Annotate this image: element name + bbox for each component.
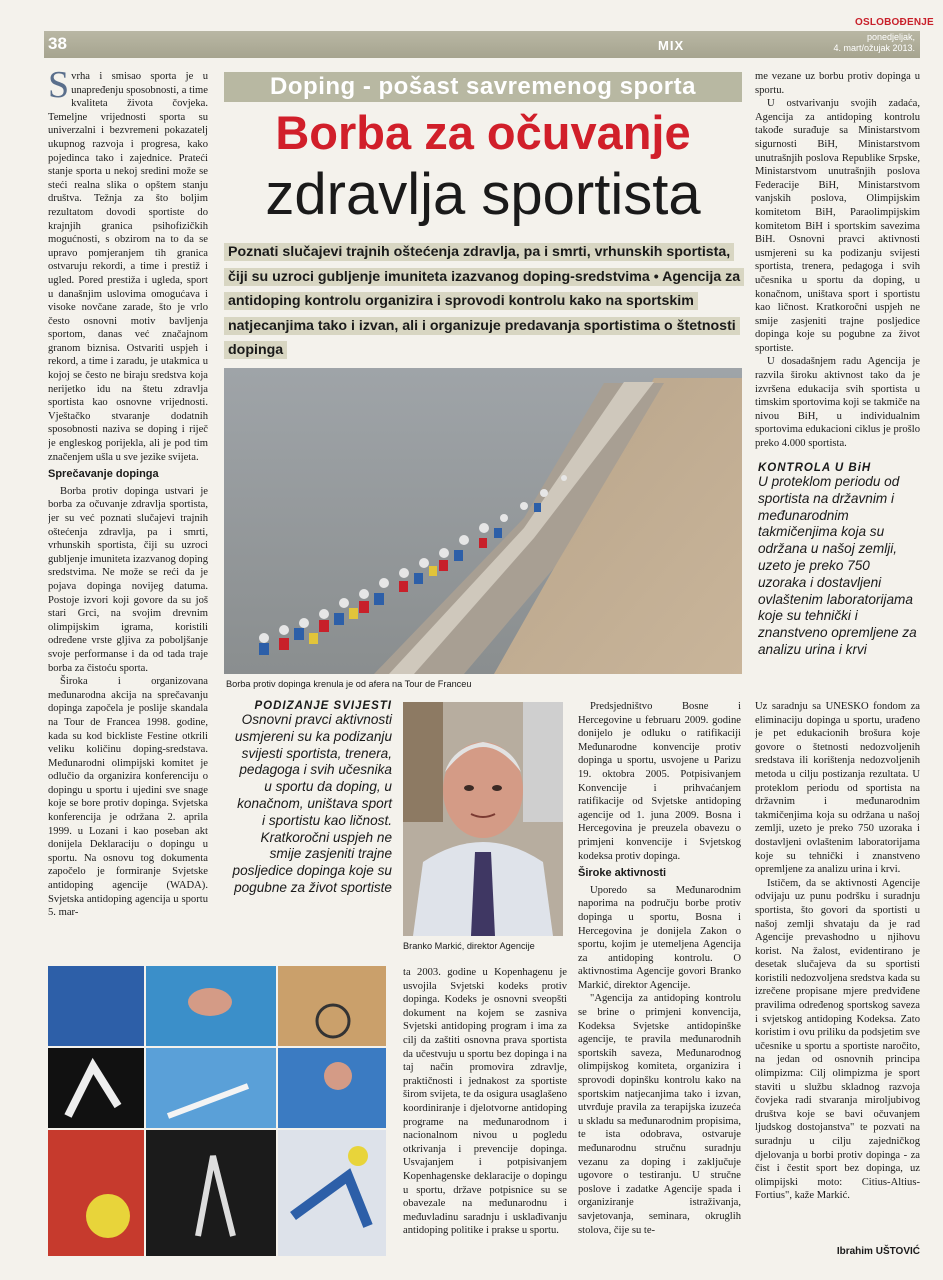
issue-date-text: 4. mart/ožujak 2013.: [833, 43, 915, 53]
paragraph: me vezane uz borbu protiv dopinga u sportu.: [755, 71, 920, 96]
paragraph: Predsjedništvo Bosne i Hercegovine u februaru 2009. godine donijelo je odluku o ratifikaciji Međunarodne konvencije protiv dopinga u sportu, usvojene u Parizu 19. oktobra 2005. Potpisivanjem Konvencije i prihvaćanjem ratifikacije od Svjetske antidoping agencije od 1. juna 2009. Bosna i Hercegovina je preuzela obavezu o primjeni konvencije i Svjetskog kodeksa protiv dopinga.: [578, 701, 741, 862]
issue-date: [800, 32, 915, 54]
paragraph: Ističem, da se aktivnosti Agencije odvijaju uz punu podršku i suradnju sportista, što govori da sportisti u našoj zemlji shvataju da je rad Agencije prevashodno u njihovu korist. Na žalost, evidentirano je desetak slučajeva da su sportisti koristili nedozvoljena sredstva kada su izrečene propisane mjere predviđene pravilima određenog sportskog saveza i svjetskog antidoping Kodeksa. Zato koristim i ovu priliku da podsjetim sve učesnike u sportu a sportiste naročito, na jedan od osnovnih principa olimpizma: Cilj olimpizma je sport staviti u službu skladnog razvoja čovjeka radi stvaranja miroljubivog društva koje se bavi očuvanjem ljudskog dostojanstva" te pozvati na suradnju u cilju zajedničkog djelovanja u borbi protiv dopinga - za čist i čestit sport bez dopinga, uz olimpijski moto: Citius-Altius-Fortius", kaže Markić.: [755, 877, 920, 1202]
paragraph: Uz saradnju sa UNESKO fondom za eliminaciju dopinga u sportu, urađeno je pet edukacionih brošura koje govore o štetnosti nedozvoljenih sredstava ili korištenja nedozvoljenih metoda u cilju postizanja rezultata. U proteklom periodu od sportista na državnim i međunarodnim takmičenjima koja su održana u našoj zemlji, uzeto je preko 750 uzoraka i dostavljeni ovlaštenim laboratorijama koje su tehnički i znanstveno opremljene za analizu urina i krvi.: [755, 701, 920, 876]
portrait-photo: [403, 702, 563, 936]
paragraph: Uporedo sa Međunarodnim naporima na području borbe protiv dopinga u sportu, Bosna i Hercegovina je donijela Zakon o sportu, kojim je utemeljena Agencija za antidoping kontrolu. O aktivnostima Agencije govori Branko Markić, direktor Agencije.: [578, 884, 741, 991]
sports-collage: [48, 966, 386, 1256]
lede: [224, 240, 742, 363]
intro-paragraph: vrha i smisao sporta je u unapređenju sposobnosti, a time kvaliteta života čovjeka. Temeljne vrijednosti sporta su univerzalni i bezvremeni pokazatelj ukupnog razvoja i progresa, kako pojedinca tako i zajednice. Prateći stanje sporta u nekoj sredini može se steći realna slika o opštem stanju društva. Težnja za što boljim rezultatom dovodi sportiste do krajnjih granica psihofizičkih mogućnosti, s obzirom na to da se upravo pomjeranjem tih granica ostvaruju rekordi, a time i prestiž i ugled. Pored prestiža i ugleda, sport u današnjim uslovima omogućava i visoke novčane zarade, što je vrlo često osnovni motiv bavljenja sportom, danas već značajnom granom biznisa. Ostvariti uspjeh i rekord, a time i zaradu, je utakmica u kojoj se često ne biraju sredstva koja nerijetko idu na štetu zdravlja sportista kao osnovne vrijednosti. Vještačko stvaranje dodatnih sposobnosti naziva se doping i riječ je engleskog porijekla, ali je pod tim značenjem ušla u sve jezike svijeta.: [48, 71, 208, 463]
paragraph: Borba protiv dopinga ustvari je borba za očuvanje zdravlja sportista, jer su već poznati slučajevi trajnih oštećenja zdravlja, pa i smrti, vrhunskih sportista, čiji su uzroci gubljenje imuniteta izazvanog doping sredstvima. Ne može se reći da je pojava dopinga novijeg datuma. Postoje izvori koji govore da su još stari Grci, na svojim drevnim olimpijskim igrama, koristili određene vrste gljiva za poboljšanje svoje performanse i da od tada traje borba za čistoću sporta.: [48, 485, 208, 674]
kicker: Doping - pošast savremenog sporta: [224, 72, 742, 102]
headline: Borba za očuvanje: [275, 106, 691, 159]
pull-quote: [232, 700, 392, 897]
collage-illustration: [48, 966, 386, 1256]
paragraph: U dosadašnjem radu Agencija je razvila široku aktivnost tako da je izvršena edukacija svih sportista u timskim sportovima koji se takmiče na nivou BiH, u individualnim sportovima edukacioni ciklus je prošlo preko 4.000 sportista.: [755, 356, 920, 450]
portrait-illustration: [403, 702, 563, 936]
pull-quote-text: Osnovni pravci aktivnosti usmjereni su ka podizanju svijesti sportista, trenera, pedagoga i svih učesnika u sportu da doping, u konačnom, uništava sport i sportistu kao ličnost. Kratkoročni uspjeh ne smije zasjeniti trajne posljedice dopinga koje su pogubne za život sportiste: [232, 712, 392, 895]
kontrola-box: [758, 462, 920, 659]
kontrola-text: U proteklom periodu od sportista na državnim i međunarodnim takmičenjima koja su održana u našoj zemlji, uzeto je preko 750 uzoraka i dostavljeni ovlaštenim laboratorijama koje su tehnički i znanstveno opremljene za analizu urina i krvi: [758, 474, 917, 657]
paragraph: "Agencija za antidoping kontrolu se brine o primjeni konvencija, Kodeksa Svjetske antidopinške agencije, te pravila međunarodnih sportskih saveza, Međunarodnog olimpijskog komiteta, organizira i sprovodi dopinšku kontrolu kako na sportskim natjecanjima tako i izvan, utvrđuje pravila za terapijska izuzeća u skladu sa međunarodnim propisima, te ista odobrava, ostvaruje međunarodnu stručnu suradnju vezanu za doping i zaključuje ugovore o testiranju. U stručne poslove i zadatke Agencije spada i organiziranje istraživanja, savjetovanja, seminara, okruglih stolova, čije su te-: [578, 993, 741, 1236]
cyclists-photo: [224, 368, 742, 674]
byline: [808, 1246, 920, 1257]
issue-day: ponedjeljak,: [866, 32, 915, 42]
paragraph: Široka i organizovana međunarodna akcija na sprečavanju dopinga započela je poslije skandala na Tour de Francea 1998. godine, kada su kod bickliste Festine otkrili veliku količinu doping-sredstava. Međunarodni olimpijski komitet je odlučio da organizira konferenciju o dopingu u sportu i ujedini sve snage koje se bore protiv dopinga. Svjetska konferencija je održana 2. aprila 1999. u Lozani i kao poseban akt donijela Deklaraciju o dopingu u sportu. Na osnovu tog dokumenta započelo je formiranje Svjetske antidoping agencije (WADA). Svjetska antidoping agencija u sportu 5. mar-: [48, 676, 208, 919]
byline-last-name: UŠTOVIĆ: [875, 1246, 920, 1257]
column-1: [48, 70, 208, 965]
column-middle: [578, 700, 741, 1256]
newspaper-logo: OSLOBOĐENJE: [855, 17, 934, 28]
drop-cap: S: [48, 70, 70, 106]
portrait-caption: Branko Markić, direktor Agencije: [403, 941, 535, 951]
pull-quote-title: PODIZANJE SVIJESTI: [254, 700, 392, 712]
subhead-sprecavanje: Sprečavanje dopinga: [48, 468, 159, 481]
kontrola-title: KONTROLA U BiH: [758, 462, 872, 474]
section-label: MIX: [658, 38, 685, 53]
lede-text: Poznati slučajevi trajnih oštećenja zdravlja, pa i smrti, vrhunskih sportista, čiji su uzroci gubljenje imuniteta izazvanog doping-sredstvima • Agencija za antidoping kontrolu organizira i sprovodi kontrolu kako na sportskim natjecanjima tako i izvan, ali i organizuje predavanja sportistima o štetnosti dopinga: [224, 243, 744, 359]
paragraph: U ostvarivanju svojih zadaća, Agencija za antidoping kontrolu takođe surađuje sa Ministarstvom sigurnosti BiH, Ministarstvom unutrašnjih poslova Republike Srpske, Ministarstvom unutrašnjih poslova Federacije BiH, Ministarstvom vanjskih poslova, Olimpijskim komitetom BiH, Paraolimpijskim komitetom BiH i sportskim savezima BiH. Osnovni pravci aktivnosti usmjereni su ka podizanju svijesti sportista, trenera, pedagoga i svih učesnika u sportu da doping, u konačnom, uništava sport i sportistu kao ličnost. Kratkoročni uspjeh ne smije zasjeniti trajne posljedice dopinga koje su pogubne za život sportiste.: [755, 98, 920, 354]
byline-first-name: Ibrahim: [836, 1246, 873, 1257]
photo-caption: Borba protiv dopinga krenula je od afera na Tour de Franceu: [226, 679, 472, 689]
headline-line-2: zdravlja sportista: [265, 162, 701, 227]
page-number: 38: [48, 34, 67, 53]
subhead-siroke-aktivnosti: Široke aktivnosti: [578, 867, 667, 880]
paragraph: ta 2003. godine u Kopenhagenu je usvojila Svjetski kodeks protiv dopinga. Kodeks je osnovni sveopšti dokument na kojem se zasniva Svjetski antidoping program i ima za cilj da zaštiti osnovna prava sportista da učestvuju u sportu bez dopinga i na taj način promovira zdravlje, praktičnosti i jednakost za sportiste širom svijeta, te da osigura usaglašeno koordiniranje i djelotvorne antidoping programe na međunarodnom i nacionalnom nivou u pogledu otkrivanja i prevencije dopinga. Usvajanjem i potpisivanjem Kopenhagenske deklaracije o dopingu u sportu, države potpisnice su se obavezale na međunarodnu i međuvladinu saradnju i usklađivanju antidoping politike i prakse u sportu.: [403, 967, 567, 1237]
cyclists-illustration: [224, 368, 742, 674]
header-bar: [44, 31, 920, 58]
column-bottom: [403, 966, 567, 1258]
column-right-bottom: [755, 700, 920, 1248]
column-right-top: [755, 70, 920, 450]
